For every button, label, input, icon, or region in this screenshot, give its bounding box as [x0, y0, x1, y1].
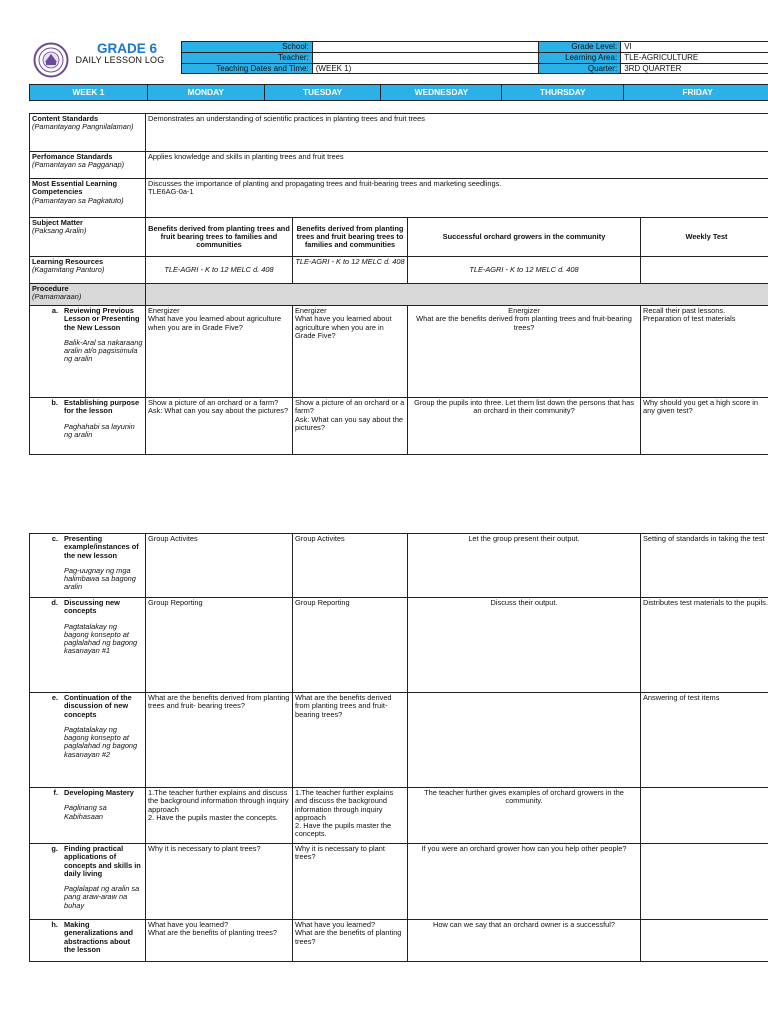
quarter-value: 3RD QUARTER — [621, 63, 768, 74]
table-row — [30, 284, 768, 306]
step-title: Establishing purpose for the lesson — [64, 398, 140, 416]
resources-friday — [641, 257, 768, 284]
step-title: Making generalizations and abstractions about the lesson — [64, 920, 133, 954]
table-row — [30, 598, 768, 693]
subject-matter-sub: (Paksang Aralin) — [32, 226, 87, 236]
table-row — [30, 788, 768, 844]
step-title: Discussing new concepts — [64, 598, 120, 616]
performance-standards-text: Applies knowledge and skills in planting trees and fruit trees — [146, 152, 768, 179]
step-letter: e. — [51, 693, 58, 702]
step-letter: a. — [51, 306, 58, 315]
grade-level-value: VI — [621, 42, 768, 53]
learning-resources-title: Learning Resources — [32, 257, 104, 266]
step-letter: b. — [51, 398, 58, 407]
step-label — [30, 920, 146, 962]
step-wed-thu — [408, 693, 641, 788]
table-row — [30, 920, 768, 962]
header-info-table — [181, 41, 768, 74]
day-wednesday: WEDNESDAY — [381, 85, 502, 101]
step-monday: Group Reporting — [146, 598, 293, 693]
subject-friday: Weekly Test — [641, 218, 768, 257]
resources-wed-thu: TLE-AGRI - K to 12 MELC d. 408 — [408, 257, 641, 284]
step-letter: h. — [51, 920, 58, 929]
learning-area-value: TLE-AGRICULTURE — [621, 52, 768, 63]
step-title: Developing Mastery — [64, 788, 134, 797]
day-friday: FRIDAY — [624, 85, 768, 101]
content-standards-title: Content Standards — [32, 114, 99, 123]
learning-resources-sub: (Kagamitang Panturo) — [32, 265, 105, 275]
step-monday: 1.The teacher further explains and discuss the background information through inquiry approach 2. Have the pupils master the concepts. — [146, 788, 293, 844]
table-row — [30, 534, 768, 598]
table-row — [30, 398, 768, 455]
step-letter: g. — [51, 844, 58, 853]
step-wed-thu: The teacher further gives examples of orchard growers in the community. — [408, 788, 641, 844]
step-sub: Paglalapat ng aralin sa pang araw-araw na buhay — [64, 884, 140, 910]
row-label — [30, 114, 146, 152]
competencies-title: Most Essential Learning Competencies — [32, 179, 118, 197]
row-label — [30, 152, 146, 179]
subject-monday: Benefits derived from planting trees and fruit bearing trees to families and communities — [146, 218, 293, 257]
step-monday: Group Activites — [146, 534, 293, 598]
step-monday: What are the benefits derived from planting trees and fruit- bearing trees? — [146, 693, 293, 788]
step-friday: Recall their past lessons. Preparation of test materials — [641, 306, 768, 398]
dates-label: Teaching Dates and Time: — [182, 63, 313, 74]
procedure-band — [146, 284, 768, 306]
subject-wed-thu: Successful orchard growers in the community — [408, 218, 641, 257]
step-title: Finding practical applications of concepts and skills in daily living — [64, 844, 141, 878]
step-sub: Pagtatalakay ng bagong konsepto at paglalahad ng bagong kasanayan #1 — [64, 621, 138, 656]
content-standards-sub: (Pamantayang Pangnilalaman) — [32, 122, 134, 132]
step-label — [30, 693, 146, 788]
table-row — [30, 306, 768, 398]
dates-value: (WEEK 1) — [312, 63, 539, 74]
table-row — [30, 152, 768, 179]
row-label — [30, 218, 146, 257]
learning-area-label: Learning Area: — [539, 52, 621, 63]
step-sub: Pagtatalakay ng bagong konsepto at paglalahad ng bagong kasanayan #2 — [64, 724, 138, 759]
procedure-title: Procedure — [32, 284, 69, 293]
step-label — [30, 306, 146, 398]
step-title: Reviewing Previous Lesson or Presenting the New Lesson — [64, 306, 140, 332]
step-wed-thu: Group the pupils into three. Let them list down the persons that has an orchard in their community? — [408, 398, 641, 455]
subject-tuesday: Benefits derived from planting trees and fruit bearing trees to families and communities — [293, 218, 408, 257]
step-sub: Paghahabi sa layunin ng aralin — [64, 421, 135, 439]
step-wed-thu: How can we say that an orchard owner is a successful? — [408, 920, 641, 962]
performance-standards-sub: (Pamantayan sa Pagganap) — [32, 160, 125, 170]
step-sub: Paglinang sa Kabihasaan — [64, 803, 107, 821]
lesson-table-page-2 — [29, 533, 768, 962]
step-sub: Balik-Aral sa nakaraang aralin at/o pagsisimula ng aralin — [64, 337, 143, 364]
step-title: Presenting example/instances of the new lesson — [64, 534, 139, 560]
step-friday: Distributes test materials to the pupils. — [641, 598, 768, 693]
step-monday: Why it is necessary to plant trees? — [146, 844, 293, 920]
step-wed-thu: Discuss their output. — [408, 598, 641, 693]
week-label: WEEK 1 — [30, 85, 148, 101]
table-row — [30, 179, 768, 218]
school-value — [312, 42, 539, 53]
step-label — [30, 598, 146, 693]
lesson-table-page-1 — [29, 113, 768, 455]
step-label — [30, 398, 146, 455]
row-label — [30, 257, 146, 284]
step-friday — [641, 788, 768, 844]
log-title: DAILY LESSON LOG — [75, 55, 165, 65]
step-tuesday: Group Activites — [293, 534, 408, 598]
day-thursday: THURSDAY — [502, 85, 624, 101]
step-tuesday: Why it is necessary to plant trees? — [293, 844, 408, 920]
step-tuesday: What have you learned? What are the benefits of planting trees? — [293, 920, 408, 962]
table-row — [30, 693, 768, 788]
step-tuesday: 1.The teacher further explains and discuss the background information through inquiry approach 2. Have the pupils master the concepts. — [293, 788, 408, 844]
table-row — [30, 844, 768, 920]
step-wed-thu: Energizer What are the benefits derived from planting trees and fruit-bearing trees? — [408, 306, 641, 398]
day-monday: MONDAY — [147, 85, 264, 101]
day-tuesday: TUESDAY — [264, 85, 381, 101]
step-letter: c. — [51, 534, 58, 543]
resources-monday: TLE-AGRI - K to 12 MELC d. 408 — [146, 257, 293, 284]
step-tuesday: Show a picture of an orchard or a farm? Ask: What can you say about the pictures? — [293, 398, 408, 455]
step-tuesday: Group Reporting — [293, 598, 408, 693]
teacher-label: Teacher: — [182, 52, 313, 63]
step-friday — [641, 844, 768, 920]
subject-matter-title: Subject Matter — [32, 218, 83, 227]
step-friday: Answering of test items — [641, 693, 768, 788]
step-sub: Pag-uugnay ng mga halimbawa sa bagong aralin — [64, 565, 136, 592]
step-tuesday: Energizer What have you learned about agriculture when you are in Grade Five? — [293, 306, 408, 398]
week-bar — [29, 84, 768, 101]
resources-tuesday: TLE-AGRI - K to 12 MELC d. 408 — [293, 257, 408, 284]
step-letter: d. — [51, 598, 58, 607]
competencies-text: Discusses the importance of planting and propagating trees and fruit-bearing trees and marketing seedlings. TLE6AG-0a-1 — [146, 179, 768, 218]
grade-title: GRADE 6 — [96, 41, 157, 56]
step-friday — [641, 920, 768, 962]
step-monday: What have you learned? What are the benefits of planting trees? — [146, 920, 293, 962]
competencies-sub: (Pamantayan sa Pagkatuto) — [32, 195, 124, 205]
table-row — [30, 257, 768, 284]
step-label — [30, 844, 146, 920]
step-friday: Why should you get a high score in any given test? — [641, 398, 768, 455]
step-monday: Show a picture of an orchard or a farm? Ask: What can you say about the pictures? — [146, 398, 293, 455]
step-tuesday: What are the benefits derived from planting trees and fruit- bearing trees? — [293, 693, 408, 788]
step-letter: f. — [53, 788, 58, 797]
quarter-label: Quarter: — [539, 63, 621, 74]
step-friday: Setting of standards in taking the test — [641, 534, 768, 598]
school-label: School: — [182, 42, 313, 53]
step-title: Continuation of the discussion of new concepts — [64, 693, 132, 719]
step-wed-thu: If you were an orchard grower how can you help other people? — [408, 844, 641, 920]
content-standards-text: Demonstrates an understanding of scientific practices in planting trees and fruit trees — [146, 114, 768, 152]
teacher-value — [312, 52, 539, 63]
step-monday: Energizer What have you learned about agriculture when you are in Grade Five? — [146, 306, 293, 398]
performance-standards-title: Perfomance Standards — [32, 152, 113, 161]
procedure-sub: (Pamamaraan) — [32, 292, 82, 302]
grade-level-label: Grade Level: — [539, 42, 621, 53]
step-label — [30, 534, 146, 598]
row-label — [30, 284, 146, 306]
step-wed-thu: Let the group present their output. — [408, 534, 641, 598]
step-label — [30, 788, 146, 844]
table-row — [30, 114, 768, 152]
table-row — [30, 218, 768, 257]
row-label — [30, 179, 146, 218]
